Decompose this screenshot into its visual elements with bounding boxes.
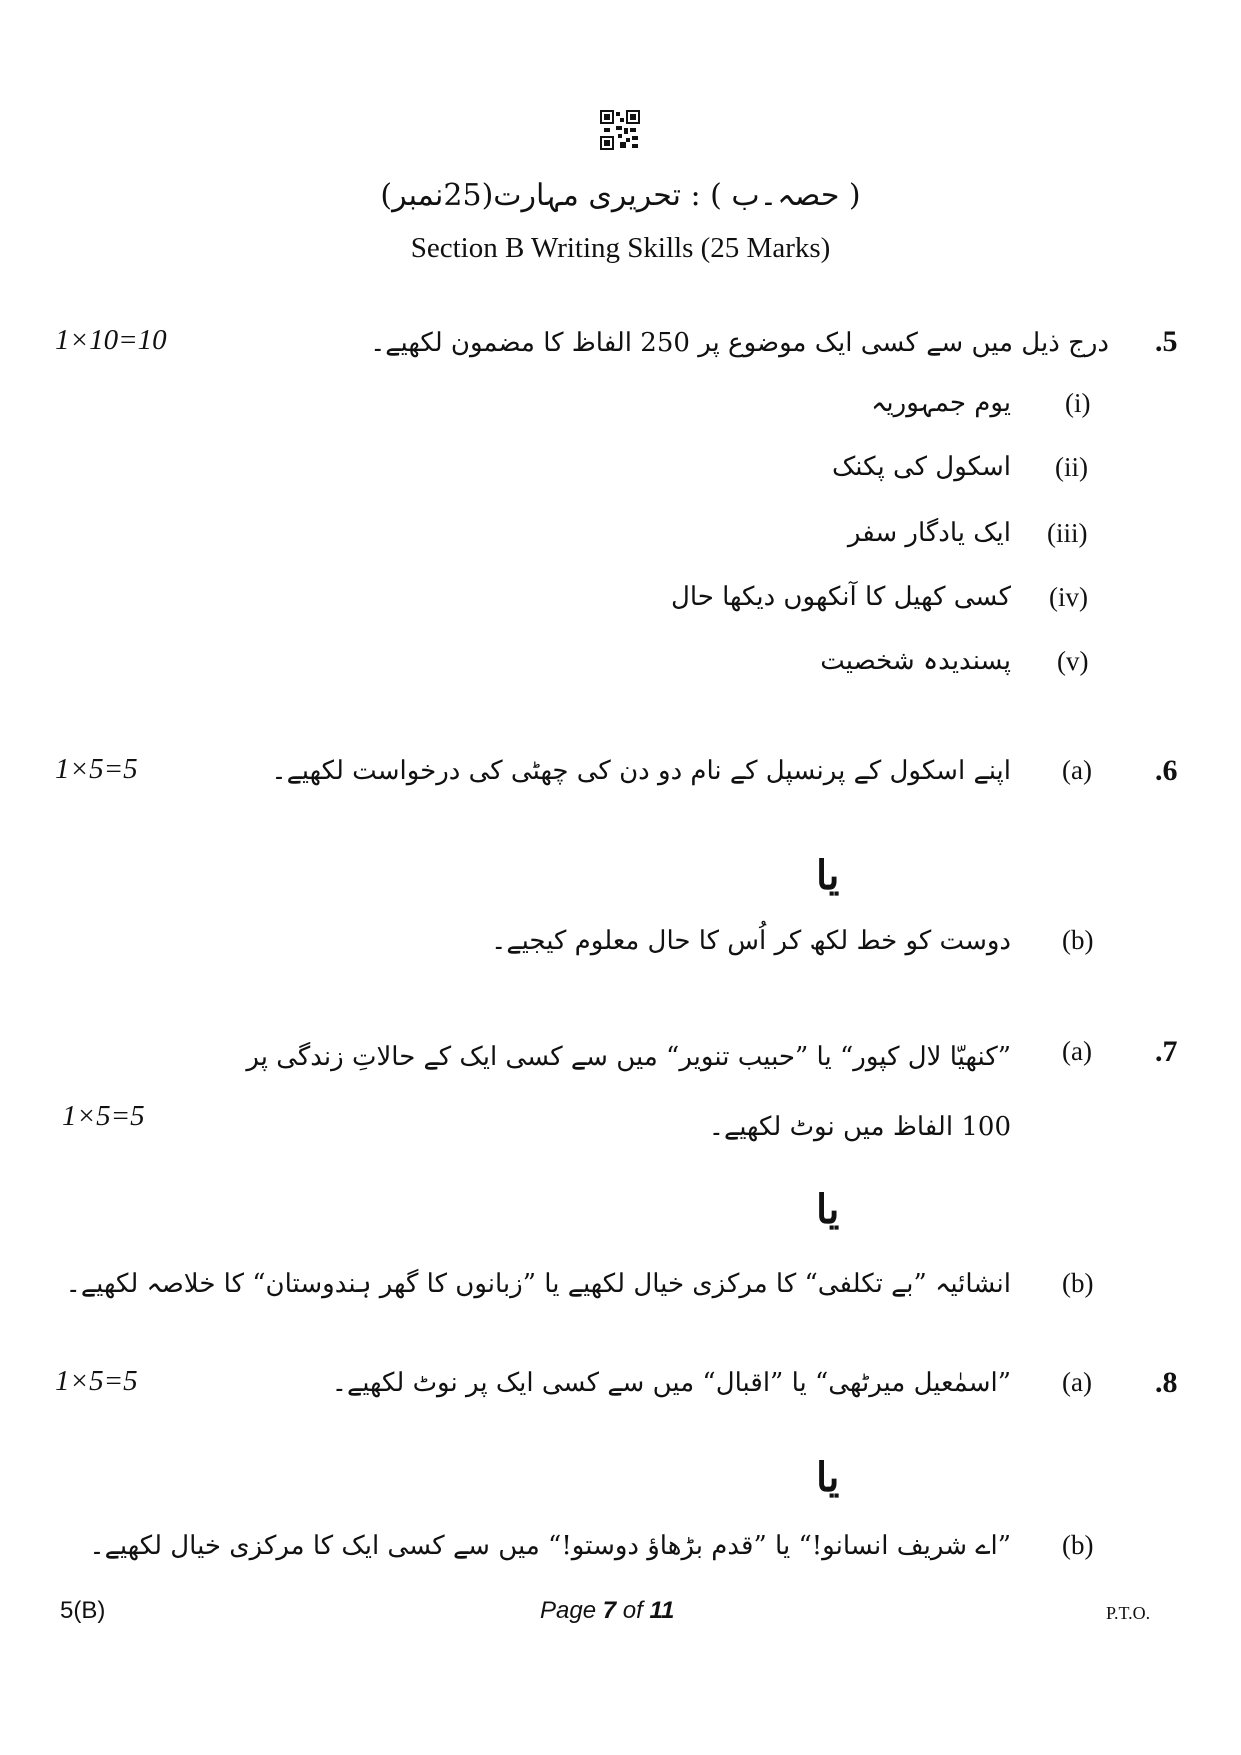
q6-marks: 1×5=5 bbox=[55, 753, 138, 785]
q7-or: یا bbox=[816, 1186, 840, 1233]
q5-option-text: کسی کھیل کا آنکھوں دیکھا حال bbox=[670, 582, 1011, 612]
pto-label: P.T.O. bbox=[1106, 1603, 1151, 1623]
q8-marks: 1×5=5 bbox=[55, 1365, 138, 1397]
q5-option-label: (i) bbox=[1065, 388, 1091, 418]
qr-code-icon bbox=[600, 110, 640, 150]
q7-a-text: ”کنھیّا لال کپور“ یا ”حبیب تنویر“ میں سے کسی ایک کے حالاتِ زندگی پر 100 الفاظ میں نوٹ لکھیے۔ bbox=[246, 1042, 1011, 1142]
section-title-english: Section B Writing Skills (25 Marks) bbox=[410, 232, 831, 264]
q8-number: .8 bbox=[1155, 1366, 1178, 1399]
q5-number: .5 bbox=[1155, 325, 1178, 358]
q7-a-label: (a) bbox=[1062, 1036, 1092, 1066]
q6-a-label: (a) bbox=[1062, 755, 1092, 785]
q5-option-text: پسندیدہ شخصیت bbox=[820, 646, 1011, 676]
q7-b-text: انشائیہ ”بے تکلفی“ کا مرکزی خیال لکھیے یا ”زبانوں کا گھر ہندوستان“ کا خلاصہ لکھیے۔ bbox=[65, 1269, 1011, 1299]
q6-b-text: دوست کو خط لکھ کر اُس کا حال معلوم کیجیے۔ bbox=[491, 926, 1011, 956]
q8-a-text: ”اسمٰعیل میرٹھی“ یا ”اقبال“ میں سے کسی ایک پر نوٹ لکھیے۔ bbox=[331, 1368, 1011, 1398]
page-number: Page 7 of 11 bbox=[540, 1597, 675, 1624]
q7-b-label: (b) bbox=[1062, 1268, 1094, 1298]
q6-a-text: اپنے اسکول کے پرنسپل کے نام دو دن کی چھٹی کی درخواست لکھیے۔ bbox=[271, 756, 1011, 786]
q5-option-label: (ii) bbox=[1055, 452, 1088, 482]
paper-code: 5(B) bbox=[60, 1597, 106, 1624]
section-title-urdu: ( حصہ۔ب ) : تحریری مہارت(25نمبر) bbox=[380, 178, 861, 213]
q6-or: یا bbox=[816, 852, 840, 899]
q5-option-text: یوم جمہوریہ bbox=[871, 388, 1011, 418]
q8-a-label: (a) bbox=[1062, 1367, 1092, 1397]
q7-number: .7 bbox=[1155, 1035, 1178, 1068]
q5-option-text: ایک یادگار سفر bbox=[847, 518, 1011, 548]
q6-number: .6 bbox=[1155, 754, 1178, 787]
q5-option-label: (iv) bbox=[1049, 582, 1088, 612]
q5-text: درج ذیل میں سے کسی ایک موضوع پر 250 الفاظ کا مضمون لکھیے۔ bbox=[370, 328, 1109, 358]
q6-b-label: (b) bbox=[1062, 925, 1094, 955]
q5-option-label: (v) bbox=[1057, 646, 1089, 676]
q8-b-text: ”اے شریف انسانو!“ یا ”قدم بڑھاؤ دوستو!“ میں سے کسی ایک کا مرکزی خیال لکھیے۔ bbox=[89, 1531, 1011, 1561]
q8-b-label: (b) bbox=[1062, 1530, 1094, 1560]
q5-marks: 1×10=10 bbox=[55, 324, 167, 356]
q5-option-label: (iii) bbox=[1047, 518, 1088, 548]
q8-or: یا bbox=[816, 1454, 840, 1501]
q7-marks: 1×5=5 bbox=[62, 1100, 145, 1132]
q5-option-text: اسکول کی پکنک bbox=[832, 452, 1011, 482]
